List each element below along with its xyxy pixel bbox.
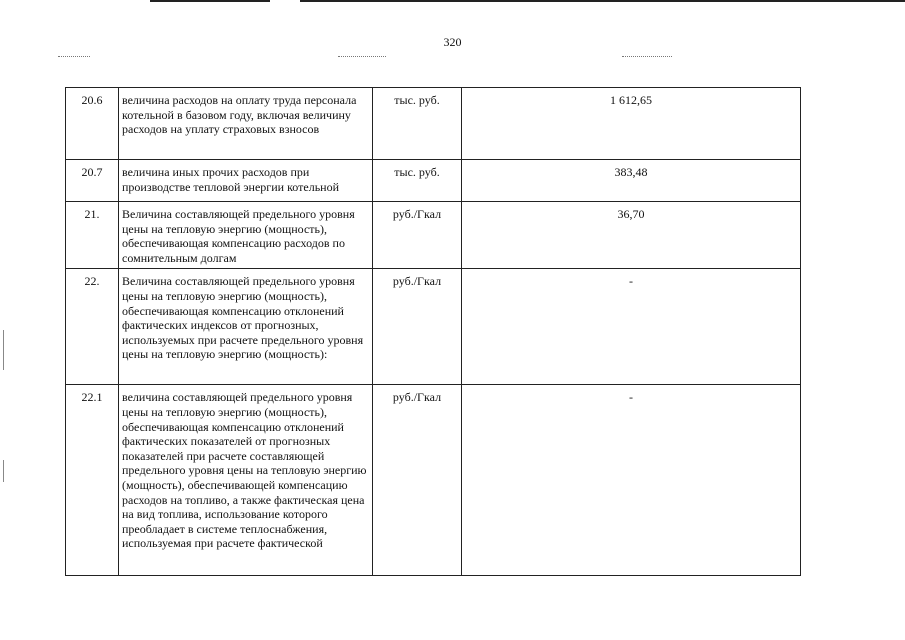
row-unit: тыс. руб. <box>373 88 462 160</box>
row-number: 21. <box>66 202 119 269</box>
row-number: 22.1 <box>66 385 119 576</box>
row-value: 1 612,65 <box>462 88 801 160</box>
row-description: Величина составляющей предельного уровня цены на тепловую энергию (мощность), обеспечивающая компенсацию расходов по сомнительным долгам <box>119 202 373 269</box>
row-value: - <box>462 269 801 385</box>
row-number: 22. <box>66 269 119 385</box>
row-unit: руб./Гкал <box>373 202 462 269</box>
scan-artifact <box>58 56 90 58</box>
table-row <box>66 269 801 385</box>
table-row <box>66 160 801 202</box>
page-number: 320 <box>443 35 462 49</box>
row-unit: руб./Гкал <box>373 269 462 385</box>
row-value: 383,48 <box>462 160 801 202</box>
scan-artifact <box>3 460 4 482</box>
scan-edge-line <box>150 0 270 2</box>
row-value: - <box>462 385 801 576</box>
scan-artifact <box>3 330 4 370</box>
table-row <box>66 202 801 269</box>
row-number: 20.6 <box>66 88 119 160</box>
row-description: величина иных прочих расходов при производстве тепловой энергии котельной <box>119 160 373 202</box>
scan-artifact <box>338 56 386 58</box>
row-unit: руб./Гкал <box>373 385 462 576</box>
row-value: 36,70 <box>462 202 801 269</box>
tariff-table <box>65 87 801 576</box>
scan-artifact <box>622 56 672 58</box>
row-description: Величина составляющей предельного уровня цены на тепловую энергию (мощность), обеспечивающая компенсацию отклонений фактических индексов от прогнозных, используемых при расчете предельного уровня цены на тепловую энергию (мощность): <box>119 269 373 385</box>
row-description: величина составляющей предельного уровня цены на тепловую энергию (мощность), обеспечивающая компенсацию отклонений фактических показателей от прогнозных показателей при расчете составляющей предельного уровня цены на тепловую энергию (мощность), обеспечивающей компенсацию расходов на топливо, а также фактическая цена на вид топлива, использование которого преобладает в системе теплоснабжения, используемая при расчете фактической <box>119 385 373 576</box>
scan-edge-line <box>300 0 905 2</box>
row-description: величина расходов на оплату труда персонала котельной в базовом году, включая величину расходов на уплату страховых взносов <box>119 88 373 160</box>
table-row <box>66 88 801 160</box>
row-number: 20.7 <box>66 160 119 202</box>
row-unit: тыс. руб. <box>373 160 462 202</box>
table-row <box>66 385 801 576</box>
